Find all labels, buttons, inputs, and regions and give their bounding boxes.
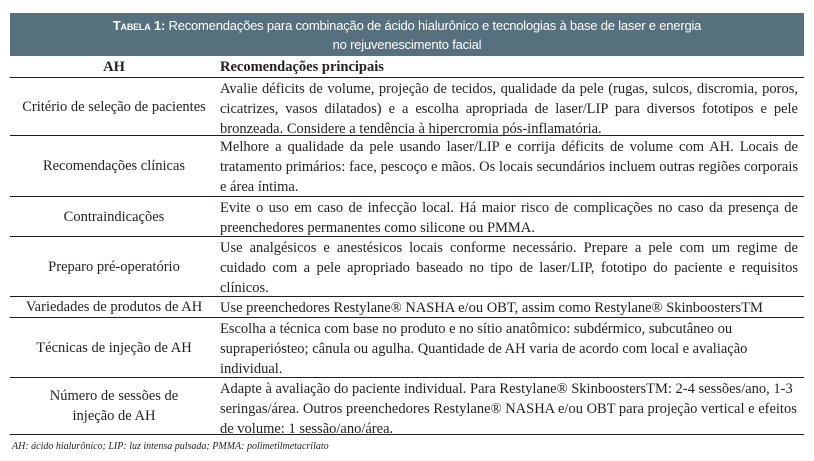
header-ah: AH xyxy=(103,58,125,75)
table-row xyxy=(10,136,804,197)
table-row xyxy=(10,237,804,297)
table-footnote: AH: ácido hialurônico; LIP: luz intensa pulsada; PMMA: polimetilmetacrilato xyxy=(12,441,329,452)
row-topic: Variedades de produtos de AH xyxy=(25,299,203,315)
row-text: Avalie déficits de volume, projeção de tecidos, qualidade da pele (rugas, sulcos, discromia, poros, cicatrizes, vasos dilatados) e a escolha apropriada de laser/LIP para diversos fototipos e pele bronzeada. Considere a tendência à hipercromia pós-inflamatória. xyxy=(220,81,798,137)
row-text: Melhore a qualidade da pele usando laser/LIP e corrija déficits de volume com AH. Locais de tratamento primários: face, pescoço e mãos. Os locais secundários incluem outras regiões corporais e área íntima. xyxy=(220,139,798,195)
table-title-text: Recomendações para combinação de ácido hialurônico e tecnologias à base de laser e energia xyxy=(165,17,702,33)
row-text: Escolha a técnica com base no produto e no sítio anatômico: subdérmico, subcutâneo ou supraperiósteo; cânula ou agulha. Quantidade de AH varia de acordo com local e avaliação individual. xyxy=(220,321,748,377)
row-text: Adapte à avaliação do paciente individual. Para Restylane® SkinboostersTM: 2-4 sessões/ano, 1-3 seringas/área. Outros preenchedores Restylane® NASHA e/ou OBT para projeção vertical e efeitos de volume: 1 sessão/ano/área. xyxy=(220,381,797,437)
table-title-line-2: no rejuvenescimento facial xyxy=(332,36,482,52)
table-row xyxy=(10,197,804,237)
recommendations-table xyxy=(10,56,804,435)
header-recommendations: Recomendações principais xyxy=(220,58,384,75)
row-topic: Número de sessões de injeção de AH xyxy=(49,388,179,424)
table-row xyxy=(10,297,804,318)
table-label: Tabela 1: xyxy=(112,17,166,33)
table-title xyxy=(10,13,804,56)
row-topic: Técnicas de injeção de AH xyxy=(36,339,192,356)
row-text: Evite o uso em caso de infecção local. Há maior risco de complicações no caso da presença de preenchedores permanentes como silicone ou PMMA. xyxy=(220,200,798,236)
table-row xyxy=(10,378,804,435)
row-topic: Critério de seleção de pacientes xyxy=(22,98,206,115)
table-row xyxy=(10,318,804,378)
table-row xyxy=(10,78,804,136)
row-topic: Recomendações clínicas xyxy=(42,158,186,174)
row-topic: Preparo pré-operatório xyxy=(48,258,180,275)
row-text: Use preenchedores Restylane® NASHA e/ou OBT, assim como Restylane® SkinboostersTM xyxy=(220,300,763,316)
row-text: Use analgésicos e anestésicos locais conforme necessário. Prepare a pele com um regime de cuidado com a pele apropriado baseado no tipo de laser/LIP, fototipo do paciente e requisitos clínicos. xyxy=(220,240,798,296)
table-header-row xyxy=(10,56,804,78)
table-title-line-1 xyxy=(10,16,804,35)
row-topic: Contraindicações xyxy=(63,208,165,225)
